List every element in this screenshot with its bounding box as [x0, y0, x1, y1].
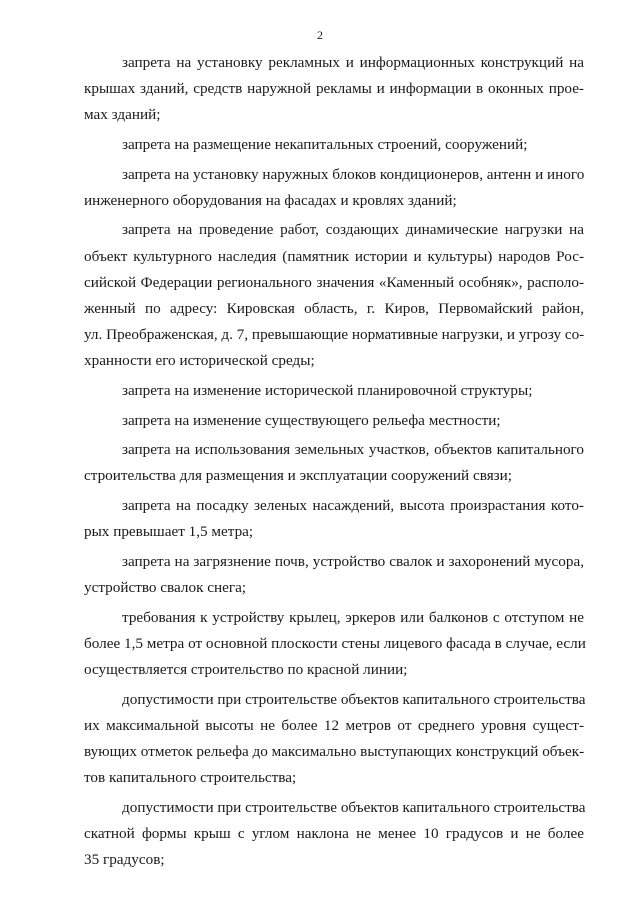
text-line: запрета на изменение исторической планировочной структуры; [122, 382, 533, 399]
text-line: запрета на установку рекламных и информационных конструкций на [122, 54, 584, 71]
text-line: скатной формы крыш с углом наклона не менее 10 градусов и не более [84, 824, 584, 842]
text-line: запрета на установку наружных блоков кондиционеров, антенн и иного [122, 165, 585, 183]
text-line: крышах зданий, средств наружной рекламы и информации в оконных прое- [84, 80, 584, 98]
paragraph [84, 687, 584, 792]
paragraph [84, 50, 584, 129]
paragraph [84, 408, 584, 434]
paragraph [84, 217, 584, 374]
text-line: инженерного оборудования на фасадах и кровлях зданий; [84, 191, 457, 209]
text-line: хранности его исторической среды; [84, 352, 315, 370]
paragraph [84, 605, 584, 684]
text-line: требования к устройству крылец, эркеров или балконов с отступом не [122, 608, 584, 626]
document-body [84, 50, 584, 877]
text-line: запрета на проведение работ, создающих динамические нагрузки на [122, 221, 584, 239]
text-line: сийской Федерации регионального значения «Каменный особняк», располо- [84, 273, 584, 291]
text-line: устройство свалок снега; [84, 578, 247, 596]
text-line: запрета на загрязнение почв, устройство свалок и захоронений мусора, [122, 552, 584, 570]
paragraph [84, 493, 584, 545]
text-line: строительства для размещения и эксплуатации сооружений связи; [84, 467, 513, 485]
text-line: их максимальной высоты не более 12 метров от среднего уровня сущест- [84, 716, 584, 734]
text-line: тов капитального строительства; [84, 769, 297, 787]
text-line: мах зданий; [84, 106, 161, 124]
text-line: объект культурного наследия (памятник истории и культуры) народов Рос- [84, 247, 584, 265]
paragraph [84, 549, 584, 601]
text-line: запрета на изменение существующего рельефа местности; [122, 411, 501, 429]
text-line: ул. Преображенская, д. 7, превышающие нормативные нагрузки, и угрозу со- [84, 326, 585, 344]
text-line: запрета на посадку зеленых насаждений, высота произрастания кото- [122, 496, 584, 514]
text-line: запрета на размещение некапитальных строений, сооружений; [122, 136, 528, 153]
page-number: 2 [317, 28, 323, 42]
paragraph [84, 132, 584, 158]
text-line: допустимости при строительстве объектов капитального строительства [122, 798, 586, 816]
paragraph [84, 437, 584, 489]
text-line: допустимости при строительстве объектов капитального строительства [122, 690, 586, 708]
paragraph [84, 162, 584, 214]
text-line: осуществляется строительство по красной линии; [84, 660, 408, 678]
paragraph [84, 378, 584, 404]
text-line: рых превышает 1,5 метра; [84, 523, 254, 541]
text-line: запрета на использования земельных участков, объектов капитального [122, 441, 584, 459]
text-line: женный по адресу: Кировская область, г. Киров, Первомайский район, [84, 300, 584, 317]
text-line: вующих отметок рельефа до максимально выступающих конструкций объек- [84, 742, 585, 760]
paragraph [84, 795, 584, 874]
text-line: 35 градусов; [84, 851, 165, 869]
text-line: более 1,5 метра от основной плоскости стены лицевого фасада в случае, если [84, 634, 586, 652]
